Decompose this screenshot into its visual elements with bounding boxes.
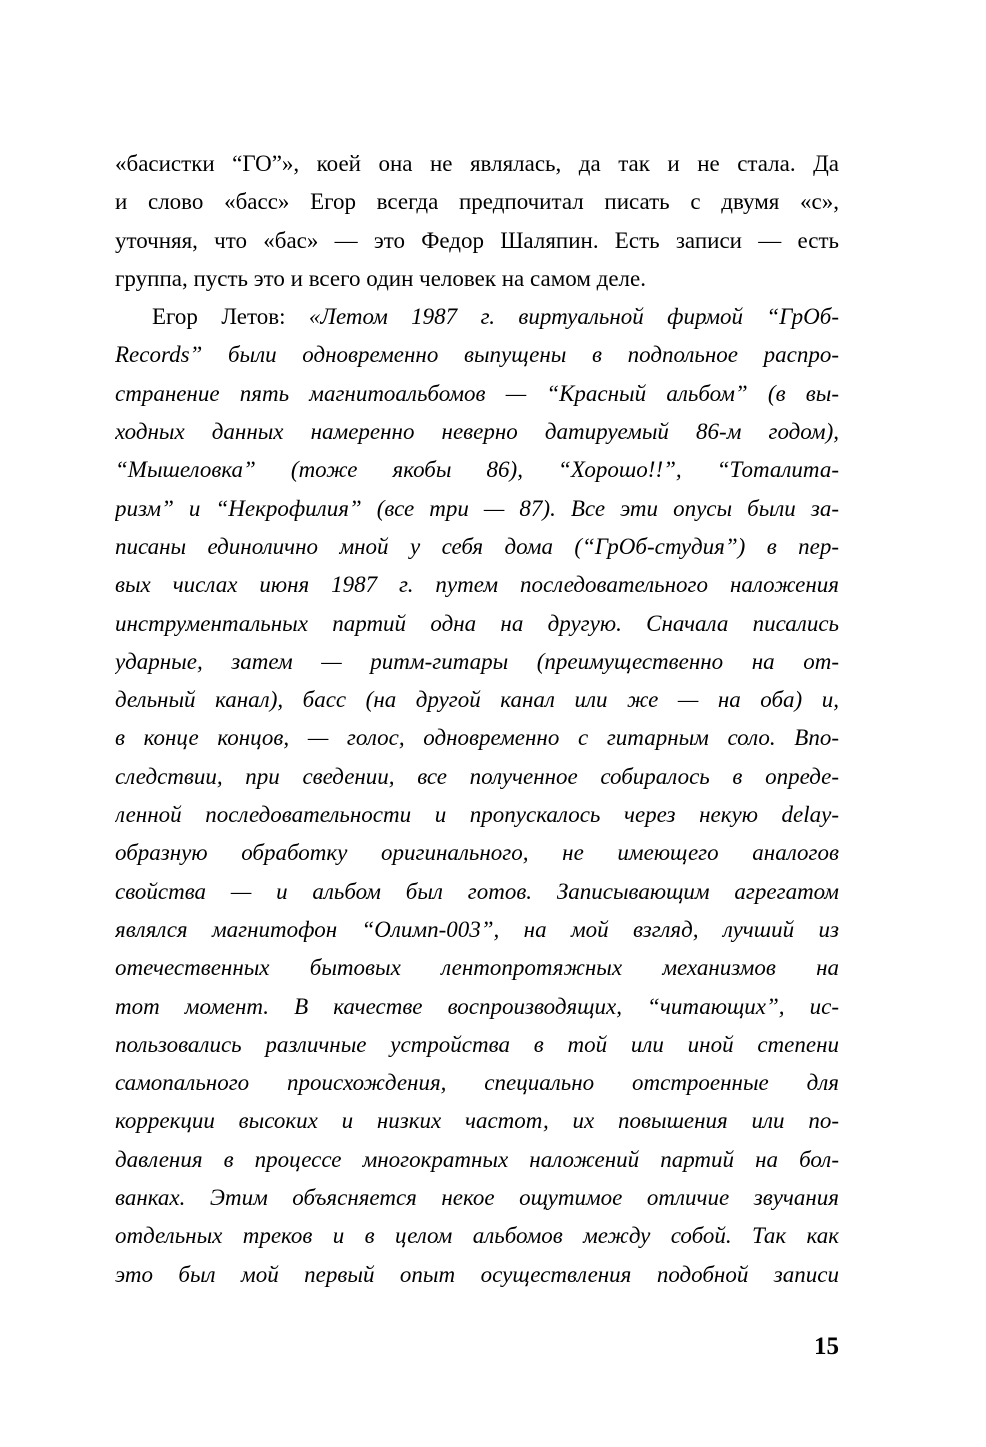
quote-italic-text: писаны единолично мной у себя дома (“ГрОб-студия”) в пер- [115, 533, 839, 559]
quote-italic-text: в конце концов, — голос, одновременно с гитарным соло. Впо- [115, 725, 839, 751]
text-line [115, 375, 839, 413]
quote-italic-text: отдельных треков и в целом альбомов между собой. Так как [115, 1223, 839, 1249]
text-line [115, 949, 839, 987]
quote-italic-text: отечественных бытовых лентопротяжных механизмов на [115, 955, 839, 981]
quote-italic-text: инструментальных партий одна на другую. Сначала писались [115, 610, 839, 636]
text-line [115, 911, 839, 949]
narrative-text: Егор Летов: [152, 304, 309, 330]
text-line [115, 1064, 839, 1102]
narrative-text: уточняя, что «бас» — это Федор Шаляпин. Есть записи — есть [115, 227, 839, 253]
paragraph-letov-quote [115, 298, 839, 1294]
text-line [115, 1141, 839, 1179]
text-line [115, 796, 839, 834]
text-line [115, 336, 839, 374]
text-line [115, 834, 839, 872]
quote-italic-text: ударные, затем — ритм-гитары (преимущественно на от- [115, 648, 839, 674]
quote-italic-text: тот момент. В качестве воспроизводящих, “читающих”, ис- [115, 993, 839, 1019]
quote-italic-text: “Мышеловка” (тоже якобы 86), “Хорошо!!”, “Тоталита- [115, 457, 839, 483]
quote-italic-text: вых числах июня 1987 г. путем последовательного наложения [115, 572, 839, 598]
quote-italic-text: свойства — и альбом был готов. Записывающим агрегатом [115, 878, 839, 904]
text-line [115, 719, 839, 757]
narrative-text: и слово «басс» Егор всегда предпочитал писать с двумя «с», [115, 189, 839, 215]
text-line [115, 413, 839, 451]
text-line [115, 528, 839, 566]
quote-italic-text: это был мой первый опыт осуществления подобной записи [115, 1261, 839, 1287]
text-line [115, 1179, 839, 1217]
quote-italic-text: образную обработку оригинального, не имеющего аналогов [115, 840, 839, 866]
text-block [115, 145, 839, 1294]
quote-italic-text: пользовались различные устройства в той или иной степени [115, 1031, 839, 1057]
page-number: 15 [814, 1333, 839, 1360]
text-line [115, 681, 839, 719]
text-line [115, 1256, 839, 1294]
text-line [115, 145, 839, 183]
quote-italic-text: Records” были одновременно выпущены в подпольное распро- [115, 342, 839, 368]
text-line [115, 643, 839, 681]
text-line [115, 451, 839, 489]
text-line [115, 183, 839, 221]
text-line [115, 758, 839, 796]
text-line [115, 988, 839, 1026]
narrative-text: группа, пусть это и всего один человек на самом деле. [115, 265, 646, 291]
quote-italic-text: являлся магнитофон “Олимп-003”, на мой взгляд, лучший из [115, 916, 839, 942]
text-line [115, 298, 839, 336]
paragraph-intro [115, 145, 839, 298]
quote-italic-text: следствии, при сведении, все полученное собиралось в опреде- [115, 763, 839, 789]
text-line [115, 873, 839, 911]
narrative-text: «басистки “ГО”», коей она не являлась, да так и не стала. Да [115, 151, 839, 176]
text-line [115, 260, 839, 298]
text-line [115, 490, 839, 528]
text-line [115, 1217, 839, 1255]
quote-italic-text: самопального происхождения, специально отстроенные для [115, 1070, 839, 1096]
text-line [115, 222, 839, 260]
quote-italic-text: ленной последовательности и пропускалось через некую delay- [115, 802, 839, 828]
text-line [115, 566, 839, 604]
quote-italic-text: странение пять магнитоальбомов — “Красный альбом” (в вы- [115, 380, 839, 406]
text-line [115, 1026, 839, 1064]
quote-italic-text: ризм” и “Некрофилия” (все три — 87). Все эти опусы были за- [115, 495, 839, 521]
quote-italic-text: дельный канал), басс (на другой канал или же — на оба) и, [115, 687, 839, 713]
quote-italic-text: давления в процессе многократных наложений партий на бол- [115, 1146, 839, 1172]
quote-italic-text: коррекции высоких и низких частот, их повышения или по- [115, 1108, 839, 1134]
quote-italic-text: «Летом 1987 г. виртуальной фирмой “ГрОб- [308, 304, 839, 330]
quote-italic-text: ванках. Этим объясняется некое ощутимое отличие звучания [115, 1185, 839, 1211]
text-line [115, 1102, 839, 1140]
text-line [115, 605, 839, 643]
quote-italic-text: ходных данных намеренно неверно датируемый 86-м годом), [115, 419, 839, 445]
